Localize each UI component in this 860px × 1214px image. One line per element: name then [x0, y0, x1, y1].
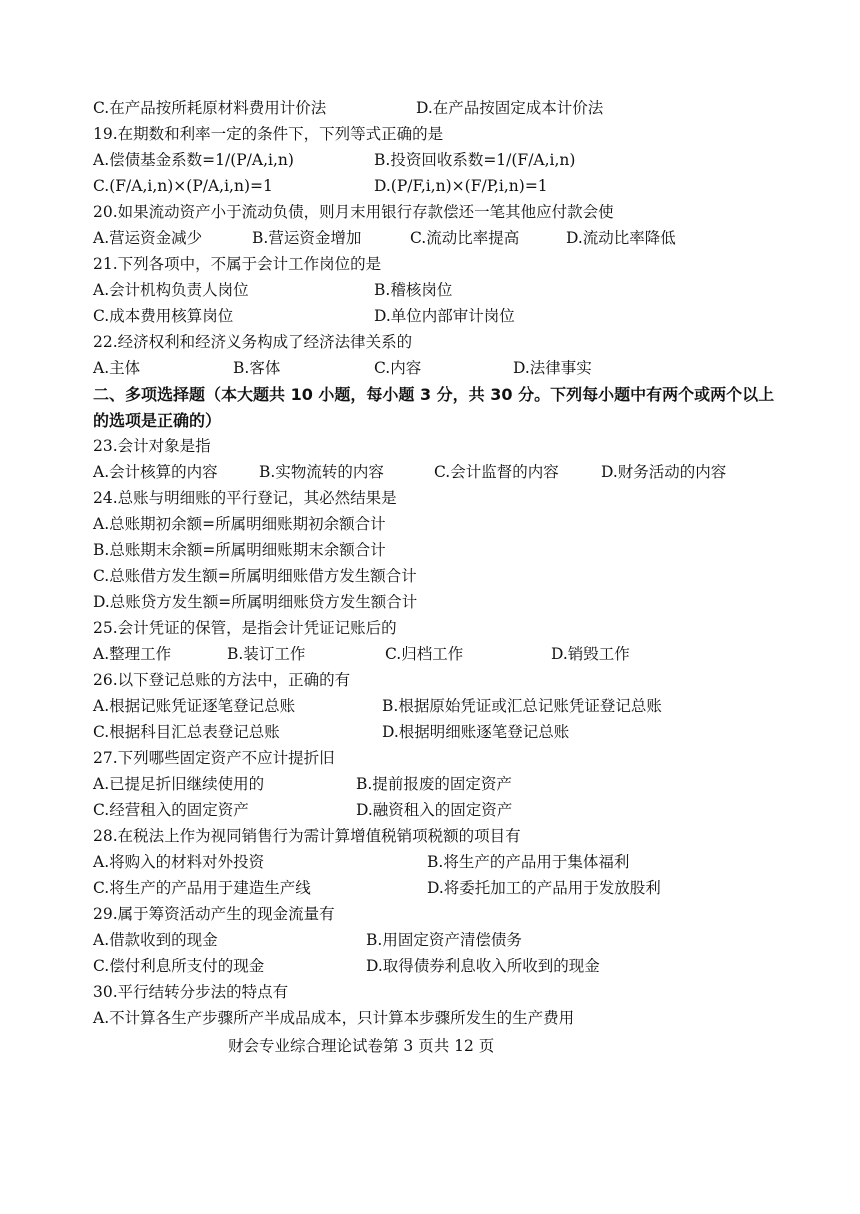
question-29: 29.属于筹资活动产生的现金流量有 — [93, 905, 335, 923]
question-22: 22.经济权利和经济义务构成了经济法律关系的 — [93, 333, 413, 351]
option-b: B.用固定资产清偿债务 — [366, 931, 522, 949]
option-b: B.提前报废的固定资产 — [356, 775, 512, 793]
option-b: B.客体 — [233, 359, 281, 377]
option-a: A.会计核算的内容 — [93, 463, 218, 481]
option-b: B.根据原始凭证或汇总记账凭证登记总账 — [382, 697, 662, 715]
question-19: 19.在期数和利率一定的条件下，下列等式正确的是 — [93, 125, 444, 143]
option-c: C.成本费用核算岗位 — [93, 307, 234, 325]
option-d: D.在产品按固定成本计价法 — [416, 99, 604, 117]
question-23: 23.会计对象是指 — [93, 437, 211, 455]
option-b: B.稽核岗位 — [374, 281, 453, 299]
option-a: A.整理工作 — [93, 645, 172, 663]
option-a: A.借款收到的现金 — [93, 931, 218, 949]
option-d: D.销毁工作 — [551, 645, 630, 663]
section-heading-multiple-choice: 二、多项选择题（本大题共 10 小题，每小题 3 分，共 30 分。下列每小题中有两个或两个以上的选项是正确的） — [93, 385, 775, 430]
question-27: 27.下列哪些固定资产不应计提折旧 — [93, 749, 335, 767]
option-b: B.将生产的产品用于集体福利 — [427, 853, 630, 871]
option-a: A.营运资金减少 — [93, 229, 203, 247]
option-a: A.将购入的材料对外投资 — [93, 853, 265, 871]
option-d: D.(P/F,i,n)×(F/P,i,n)=1 — [374, 177, 548, 195]
option-c: C.偿付利息所支付的现金 — [93, 957, 265, 975]
option-a: A.会计机构负责人岗位 — [93, 281, 249, 299]
option-c: C.流动比率提高 — [410, 229, 520, 247]
option-a: A.不计算各生产步骤所产半成品成本，只计算本步骤所发生的生产费用 — [93, 1009, 575, 1027]
option-d: D.财务活动的内容 — [601, 463, 727, 481]
option-b: B.总账期末余额=所属明细账期末余额合计 — [93, 541, 386, 559]
option-b: B.装订工作 — [227, 645, 306, 663]
option-a: A.已提足折旧继续使用的 — [93, 775, 265, 793]
option-c: C.归档工作 — [385, 645, 464, 663]
question-30: 30.平行结转分步法的特点有 — [93, 983, 289, 1001]
option-d: D.融资租入的固定资产 — [356, 801, 513, 819]
option-b: B.营运资金增加 — [252, 229, 362, 247]
option-d: D.总账贷方发生额=所属明细账贷方发生额合计 — [93, 593, 418, 611]
option-a: A.根据记账凭证逐笔登记总账 — [93, 697, 296, 715]
option-c: C.在产品按所耗原材料费用计价法 — [93, 99, 327, 117]
option-c: C.将生产的产品用于建造生产线 — [93, 879, 311, 897]
option-d: D.流动比率降低 — [566, 229, 676, 247]
question-25: 25.会计凭证的保管，是指会计凭证记账后的 — [93, 619, 397, 637]
option-c: C.(F/A,i,n)×(P/A,i,n)=1 — [93, 177, 273, 195]
question-24: 24.总账与明细账的平行登记，其必然结果是 — [93, 489, 397, 507]
option-b: B.实物流转的内容 — [259, 463, 384, 481]
option-c: C.根据科目汇总表登记总账 — [93, 723, 280, 741]
question-26: 26.以下登记总账的方法中，正确的有 — [93, 671, 351, 689]
question-21: 21.下列各项中，不属于会计工作岗位的是 — [93, 255, 382, 273]
option-d: D.法律事实 — [513, 359, 592, 377]
question-28: 28.在税法上作为视同销售行为需计算增值税销项税额的项目有 — [93, 827, 521, 845]
option-d: D.将委托加工的产品用于发放股利 — [427, 879, 661, 897]
option-d: D.单位内部审计岗位 — [374, 307, 515, 325]
option-d: D.取得债券利息收入所收到的现金 — [366, 957, 600, 975]
option-d: D.根据明细账逐笔登记总账 — [382, 723, 570, 741]
option-c: C.总账借方发生额=所属明细账借方发生额合计 — [93, 567, 417, 585]
option-a: A.偿债基金系数=1/(P/A,i,n) — [93, 151, 294, 169]
option-c: C.内容 — [374, 359, 422, 377]
option-c: C.会计监督的内容 — [434, 463, 559, 481]
option-b: B.投资回收系数=1/(F/A,i,n) — [374, 151, 576, 169]
question-20: 20.如果流动资产小于流动负债，则月末用银行存款偿还一笔其他应付款会使 — [93, 203, 614, 221]
option-a: A.主体 — [93, 359, 141, 377]
option-c: C.经营租入的固定资产 — [93, 801, 249, 819]
page-footer: 财会专业综合理论试卷第 3 页共 12 页 — [228, 1037, 495, 1055]
option-a: A.总账期初余额=所属明细账期初余额合计 — [93, 515, 386, 533]
